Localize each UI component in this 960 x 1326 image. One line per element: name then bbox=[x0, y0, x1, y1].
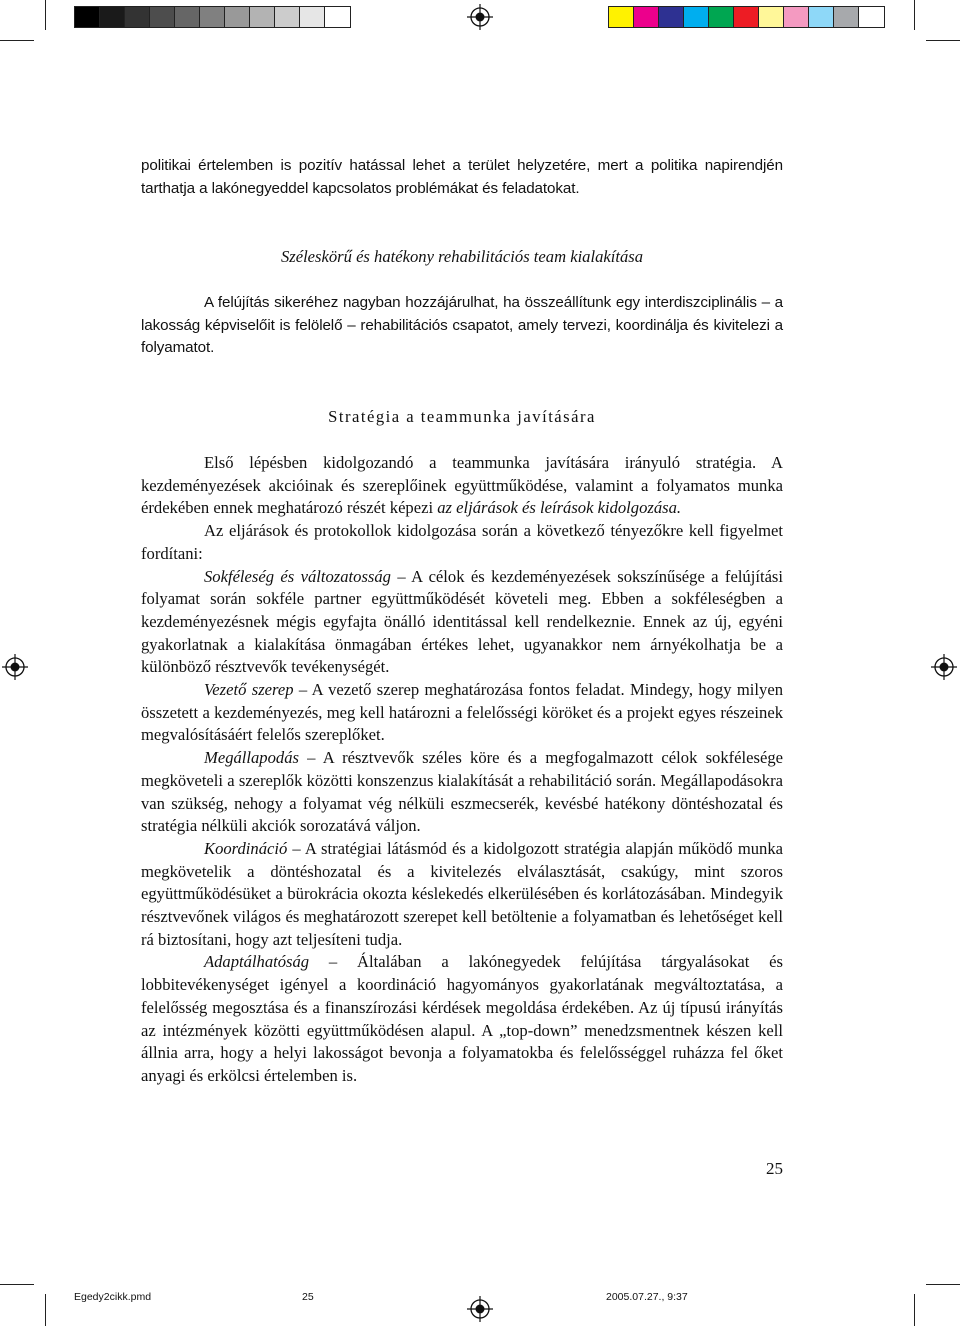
gray-swatch bbox=[300, 7, 325, 27]
gray-swatch bbox=[125, 7, 150, 27]
page-number: 25 bbox=[766, 1159, 783, 1178]
crop-mark bbox=[914, 1294, 915, 1326]
registration-mark-icon bbox=[931, 654, 957, 680]
gray-swatch bbox=[225, 7, 250, 27]
color-swatch bbox=[734, 7, 759, 27]
gray-swatch bbox=[325, 7, 350, 27]
emphasis-text: az eljárások és leírások kidolgozása. bbox=[437, 498, 682, 518]
color-swatch bbox=[684, 7, 709, 27]
item-text: – A résztvevők széles köre és a megfogalmazott célok sokfélesége megköveteli a szereplők közötti konszenzus kialakítását a rehabilitáció során. Megállapodásokra van szükség, nehogy a folyamat vég nélküli eszmecserék, kevésbé hatékony döntéshozatal és stratégia nélküli akciók sorozatává váljon. bbox=[141, 748, 783, 836]
gray-swatch bbox=[275, 7, 300, 27]
item-text: – A célok és kezdeményezések sokszínűsége a felújítási folyamat során sokféle partner együttműködését követeli meg. Ebben a sokféleségben a kezdeményezésnek mégis egyfajta önálló identitással kell rendelkeznie. Ennek az új, egyéni gyakorlatnak a kialakítása önmagában értékes lehet, ugyanakkor nem árnyékolhatja be a különböző résztvevők tevékenységét. bbox=[141, 566, 783, 677]
footer-datetime: 2005.07.27., 9:37 bbox=[606, 1291, 688, 1303]
list-item bbox=[141, 951, 783, 1087]
color-swatch bbox=[834, 7, 859, 27]
body-paragraph: Az eljárások és protokollok kidolgozása során a következő tényezőkre kell figyelmet fordítani: bbox=[141, 521, 783, 563]
color-swatch bbox=[759, 7, 784, 27]
item-text: – A vezető szerep meghatározása fontos feladat. Mindegy, hogy milyen összetett a kezdeményezés, meg kell határozni a felelősségi köröket és a projekt egyes részeinek megvalósításáért felelős szereplőket. bbox=[141, 680, 783, 745]
crop-mark bbox=[45, 0, 46, 30]
paragraph-text: Első lépésben kidolgozandó a teammunka javítására irányuló stratégia. A kezdeményezések akcióinak és szereplőinek együttműködése, valamint a folyamatos munka érdekében ennek meghatározó részét képezi bbox=[141, 453, 783, 518]
crop-mark bbox=[914, 0, 915, 30]
list-item bbox=[141, 566, 783, 680]
item-term: Adaptálhatóság bbox=[204, 952, 310, 972]
color-swatch bbox=[709, 7, 734, 27]
gray-swatch bbox=[150, 7, 175, 27]
section-team bbox=[141, 246, 783, 269]
registration-mark-icon bbox=[2, 654, 28, 680]
gray-swatch bbox=[100, 7, 125, 27]
gray-swatch bbox=[250, 7, 275, 27]
section-strategy-body bbox=[141, 452, 783, 1088]
crop-mark bbox=[0, 1284, 34, 1285]
color-swatch bbox=[609, 7, 634, 27]
list-item bbox=[141, 747, 783, 838]
list-item bbox=[141, 838, 783, 952]
page-body bbox=[141, 155, 783, 200]
color-swatch bbox=[784, 7, 809, 27]
gray-swatch bbox=[175, 7, 200, 27]
color-swatch bbox=[634, 7, 659, 27]
color-swatch bbox=[859, 7, 884, 27]
item-term: Sokféleség és változatosság bbox=[204, 566, 391, 586]
color-calibration-bar bbox=[608, 6, 885, 28]
crop-mark bbox=[926, 40, 960, 41]
section-heading: Stratégia a teammunka javítására bbox=[328, 407, 596, 426]
intro-paragraph: politikai értelemben is pozitív hatással lehet a terület helyzetére, mert a politika napirendjén tarthatja a lakónegyeddel kapcsolatos problémákat és feladatokat. bbox=[141, 157, 783, 197]
item-term: Koordináció bbox=[204, 838, 288, 858]
color-swatch bbox=[659, 7, 684, 27]
crop-mark bbox=[45, 1294, 46, 1326]
section-strategy bbox=[141, 406, 783, 429]
body-paragraph: A felújítás sikeréhez nagyban hozzájárulhat, ha összeállítunk egy interdiszciplinális – a lakosság képviselőit is felölelő – rehabilitációs csapatot, amely tervezi, koordinálja és kivitelezi a folyamatot. bbox=[141, 294, 783, 357]
item-text: – Általában a lakónegyedek felújítása tárgyalásokat és lobbitevékenységet igényel a koordináció hagyományos gyakorlatának megváltoztatása, a felelősség megosztása és a finanszírozási kérdések megoldása érdekében. Az új típusú irányítás az intézmények közötti együttműködésen alapul. A „top-down” menedzsmentnek készen kell állnia arra, hogy a helyi lakosságot bevonja a folyamatokba és felelősséggel ruházza fel őket anyagi és erkölcsi értelemben is. bbox=[141, 952, 783, 1085]
section-team-body bbox=[141, 292, 783, 360]
crop-mark bbox=[926, 1284, 960, 1285]
item-term: Megállapodás bbox=[204, 748, 299, 768]
footer-filename: Egedy2cikk.pmd bbox=[74, 1291, 152, 1303]
gray-swatch bbox=[75, 7, 100, 27]
color-swatch bbox=[809, 7, 834, 27]
body-paragraph bbox=[141, 452, 783, 520]
registration-mark-icon bbox=[467, 4, 493, 30]
crop-mark bbox=[0, 40, 34, 41]
item-term: Vezető szerep bbox=[204, 680, 294, 700]
list-item bbox=[141, 679, 783, 747]
footer-page: 25 bbox=[302, 1291, 314, 1303]
section-heading: Széleskörű és hatékony rehabilitációs team kialakítása bbox=[280, 247, 644, 266]
gray-swatch bbox=[200, 7, 225, 27]
grayscale-calibration-bar bbox=[74, 6, 351, 28]
registration-mark-icon bbox=[467, 1296, 493, 1322]
item-text: – A stratégiai látásmód és a kidolgozott stratégia alapján működő munka megkövetelik a döntéshozatal és a kivitelezés elválasztását, csakúgy, mint szoros együttműködésüket a bürokrácia okozta késlekedés elkerülésében és korlátozásában. Mindegyik résztvevőnek világos és meghatározott szerepet kell betöltenie a folyamatban és lehetőséget kell rá biztosítani, hogy azt teljesíteni tudja. bbox=[141, 838, 783, 949]
